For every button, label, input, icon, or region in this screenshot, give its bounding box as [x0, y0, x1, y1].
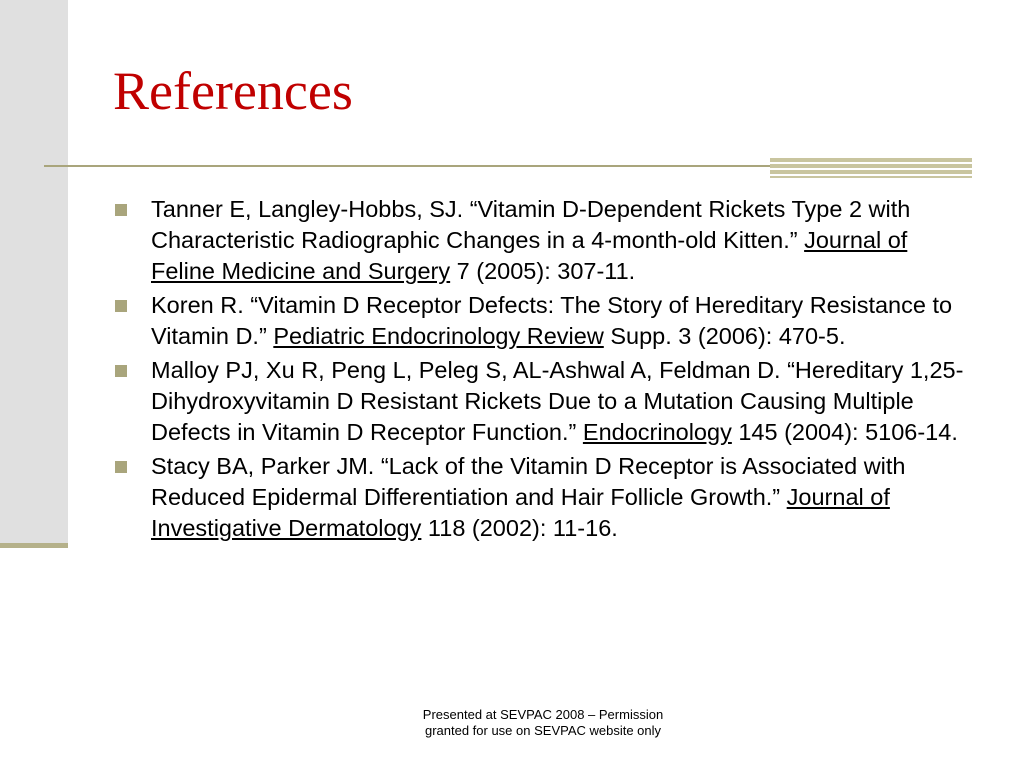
divider-accent-block: [770, 158, 972, 178]
reference-list: [115, 194, 973, 547]
reference-citation: 118 (2002): 11-16.: [421, 515, 618, 541]
left-sidebar-bar: [0, 0, 68, 546]
journal-title: Journal of Investigative Dermatology: [151, 484, 890, 541]
reference-item: [115, 355, 973, 448]
footer-line-1: Presented at SEVPAC 2008 – Permission: [422, 707, 664, 722]
reference-text: Tanner E, Langley-Hobbs, SJ. “Vitamin D-Dependent Rickets Type 2 with Characteristic Radiographic Changes in a 4-month-old Kitten.”: [151, 196, 911, 253]
journal-title: Pediatric Endocrinology Review: [273, 323, 604, 349]
reference-citation: 7 (2005): 307-11.: [450, 258, 636, 284]
reference-item: [115, 451, 973, 544]
slide-footer: [380, 707, 706, 739]
square-bullet-icon: [115, 204, 127, 216]
reference-citation: 145 (2004): 5106-14.: [731, 419, 958, 445]
reference-text: Malloy PJ, Xu R, Peng L, Peleg S, AL-Ashwal A, Feldman D. “Hereditary 1,25-Dihydroxyvitamin D Resistant Rickets Due to a Mutation Causing Multiple Defects in Vitamin D Receptor Function.”: [151, 357, 964, 445]
journal-title: Journal of Feline Medicine and Surgery: [151, 227, 908, 284]
reference-text: Koren R. “Vitamin D Receptor Defects: The Story of Hereditary Resistance to Vitamin D.”: [151, 292, 953, 349]
reference-item: [115, 194, 973, 287]
footer-line-2: granted for use on SEVPAC website only: [424, 723, 662, 738]
left-sidebar-accent: [0, 543, 68, 548]
slide-title: References: [113, 61, 353, 121]
square-bullet-icon: [115, 365, 127, 377]
reference-item: [115, 290, 973, 352]
journal-title: Endocrinology: [582, 419, 732, 445]
square-bullet-icon: [115, 300, 127, 312]
square-bullet-icon: [115, 461, 127, 473]
reference-citation: Supp. 3 (2006): 470-5.: [603, 323, 846, 349]
reference-text: Stacy BA, Parker JM. “Lack of the Vitamin D Receptor is Associated with Reduced Epidermal Differentiation and Hair Follicle Growth.”: [151, 453, 906, 510]
